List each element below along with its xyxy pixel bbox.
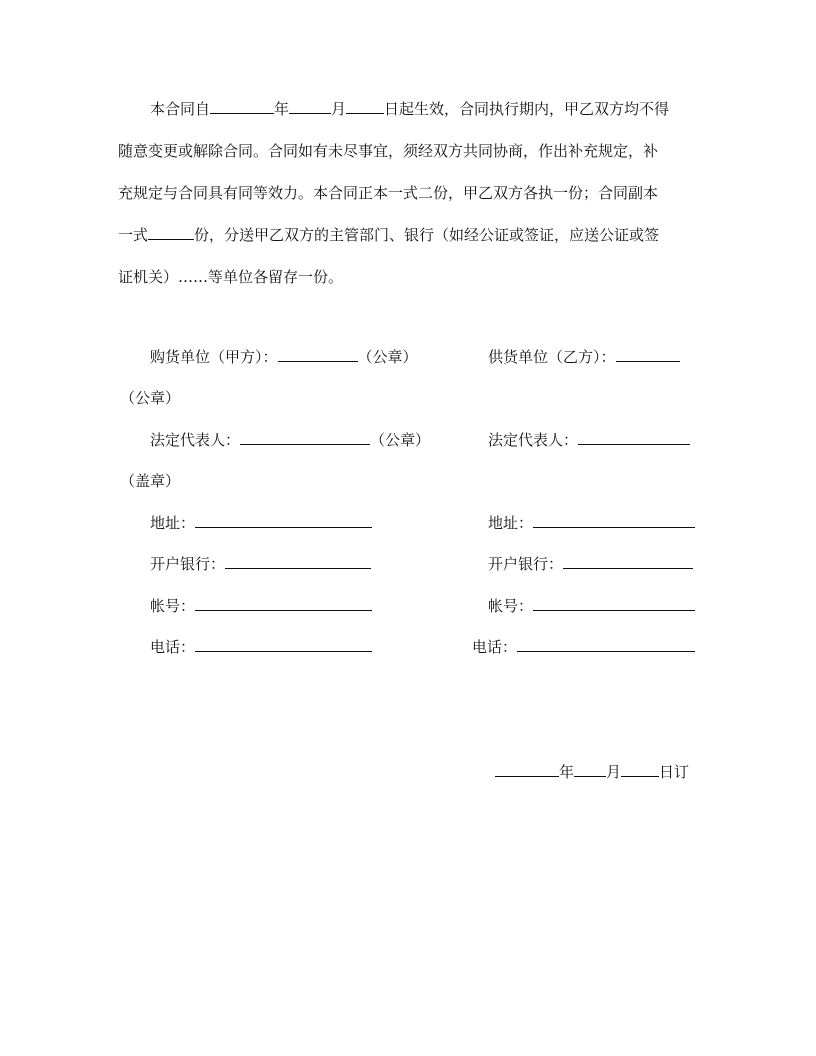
sign-month-blank <box>574 760 606 777</box>
seller-rep-seal-label: （盖章） <box>120 472 181 490</box>
clause-text: 月 <box>331 100 347 118</box>
seller-bank-label: 开户银行： <box>488 555 564 573</box>
seller-bank-field <box>488 552 693 574</box>
buyer-unit-field <box>150 345 418 367</box>
start-day-blank <box>346 98 384 114</box>
seller-phone-field <box>472 635 695 657</box>
bank-row <box>0 552 816 576</box>
buyer-address-label: 地址： <box>150 514 196 532</box>
sign-month-label: 月 <box>606 763 622 781</box>
buyer-address-line <box>195 511 372 528</box>
unit-row <box>0 345 816 369</box>
seller-address-line <box>533 511 695 528</box>
seller-unit-line <box>616 345 680 362</box>
seller-address-field <box>488 511 695 533</box>
seller-seal-label: （公章） <box>120 389 181 407</box>
seller-rep-label: 法定代表人： <box>488 431 579 449</box>
buyer-address-field <box>150 511 372 533</box>
clause-line-1 <box>118 88 698 130</box>
buyer-bank-line <box>225 552 371 569</box>
seller-account-field <box>488 594 695 616</box>
seller-account-label: 帐号： <box>488 597 534 615</box>
seller-unit-label: 供货单位（乙方）： <box>488 348 616 366</box>
seller-address-label: 地址： <box>488 514 534 532</box>
validity-clause <box>118 88 698 298</box>
buyer-phone-field <box>150 635 372 657</box>
clause-text: 日起生效，合同执行期内，甲乙双方均不得 <box>384 100 670 118</box>
buyer-unit-label: 购货单位（甲方）： <box>150 348 278 366</box>
representative-row-wrap <box>0 470 816 494</box>
buyer-rep-field <box>150 428 430 450</box>
buyer-rep-line <box>240 428 370 445</box>
clause-text: 份，分送甲乙双方的主管部门、银行（如经公证或签证，应送公证或签 <box>194 226 660 244</box>
seller-phone-label: 电话： <box>472 638 518 656</box>
clause-line-5: 证机关）……等单位各留存一份。 <box>118 268 344 286</box>
buyer-phone-label: 电话： <box>150 638 196 656</box>
buyer-phone-line <box>195 635 372 652</box>
address-row <box>0 511 816 535</box>
buyer-bank-field <box>150 552 371 574</box>
buyer-unit-line <box>278 345 358 362</box>
unit-row-wrap <box>0 387 816 411</box>
buyer-rep-seal-label: （公章） <box>370 431 431 449</box>
account-row <box>0 594 816 618</box>
seller-bank-line <box>563 552 693 569</box>
start-year-blank <box>210 98 274 114</box>
representative-row <box>0 428 816 452</box>
buyer-account-line <box>195 594 372 611</box>
sign-day-blank <box>621 760 659 777</box>
sign-year-label: 年 <box>559 763 575 781</box>
clause-text: 一式 <box>118 226 149 244</box>
seller-rep-line <box>578 428 690 445</box>
signing-date <box>495 760 689 782</box>
buyer-account-field <box>150 594 372 616</box>
clause-text: 本合同自 <box>150 100 211 118</box>
clause-text: 年 <box>274 100 290 118</box>
sign-day-label: 日订 <box>659 763 690 781</box>
clause-line-3: 充规定与合同具有同等效力。本合同正本一式二份，甲乙双方各执一份；合同副本 <box>118 184 659 202</box>
clause-line-4 <box>118 214 698 256</box>
copies-count-blank <box>148 224 194 240</box>
buyer-rep-label: 法定代表人： <box>150 431 241 449</box>
buyer-account-label: 帐号： <box>150 597 196 615</box>
buyer-bank-label: 开户银行： <box>150 555 226 573</box>
start-month-blank <box>289 98 331 114</box>
seller-rep-field <box>488 428 690 450</box>
seller-unit-field <box>488 345 680 367</box>
seller-account-line <box>533 594 695 611</box>
clause-line-2: 随意变更或解除合同。合同如有未尽事宜，须经双方共同协商，作出补充规定，补 <box>118 142 659 160</box>
sign-year-blank <box>495 760 559 777</box>
buyer-seal-label: （公章） <box>357 348 418 366</box>
seller-phone-line <box>517 635 695 652</box>
phone-row <box>0 635 816 659</box>
